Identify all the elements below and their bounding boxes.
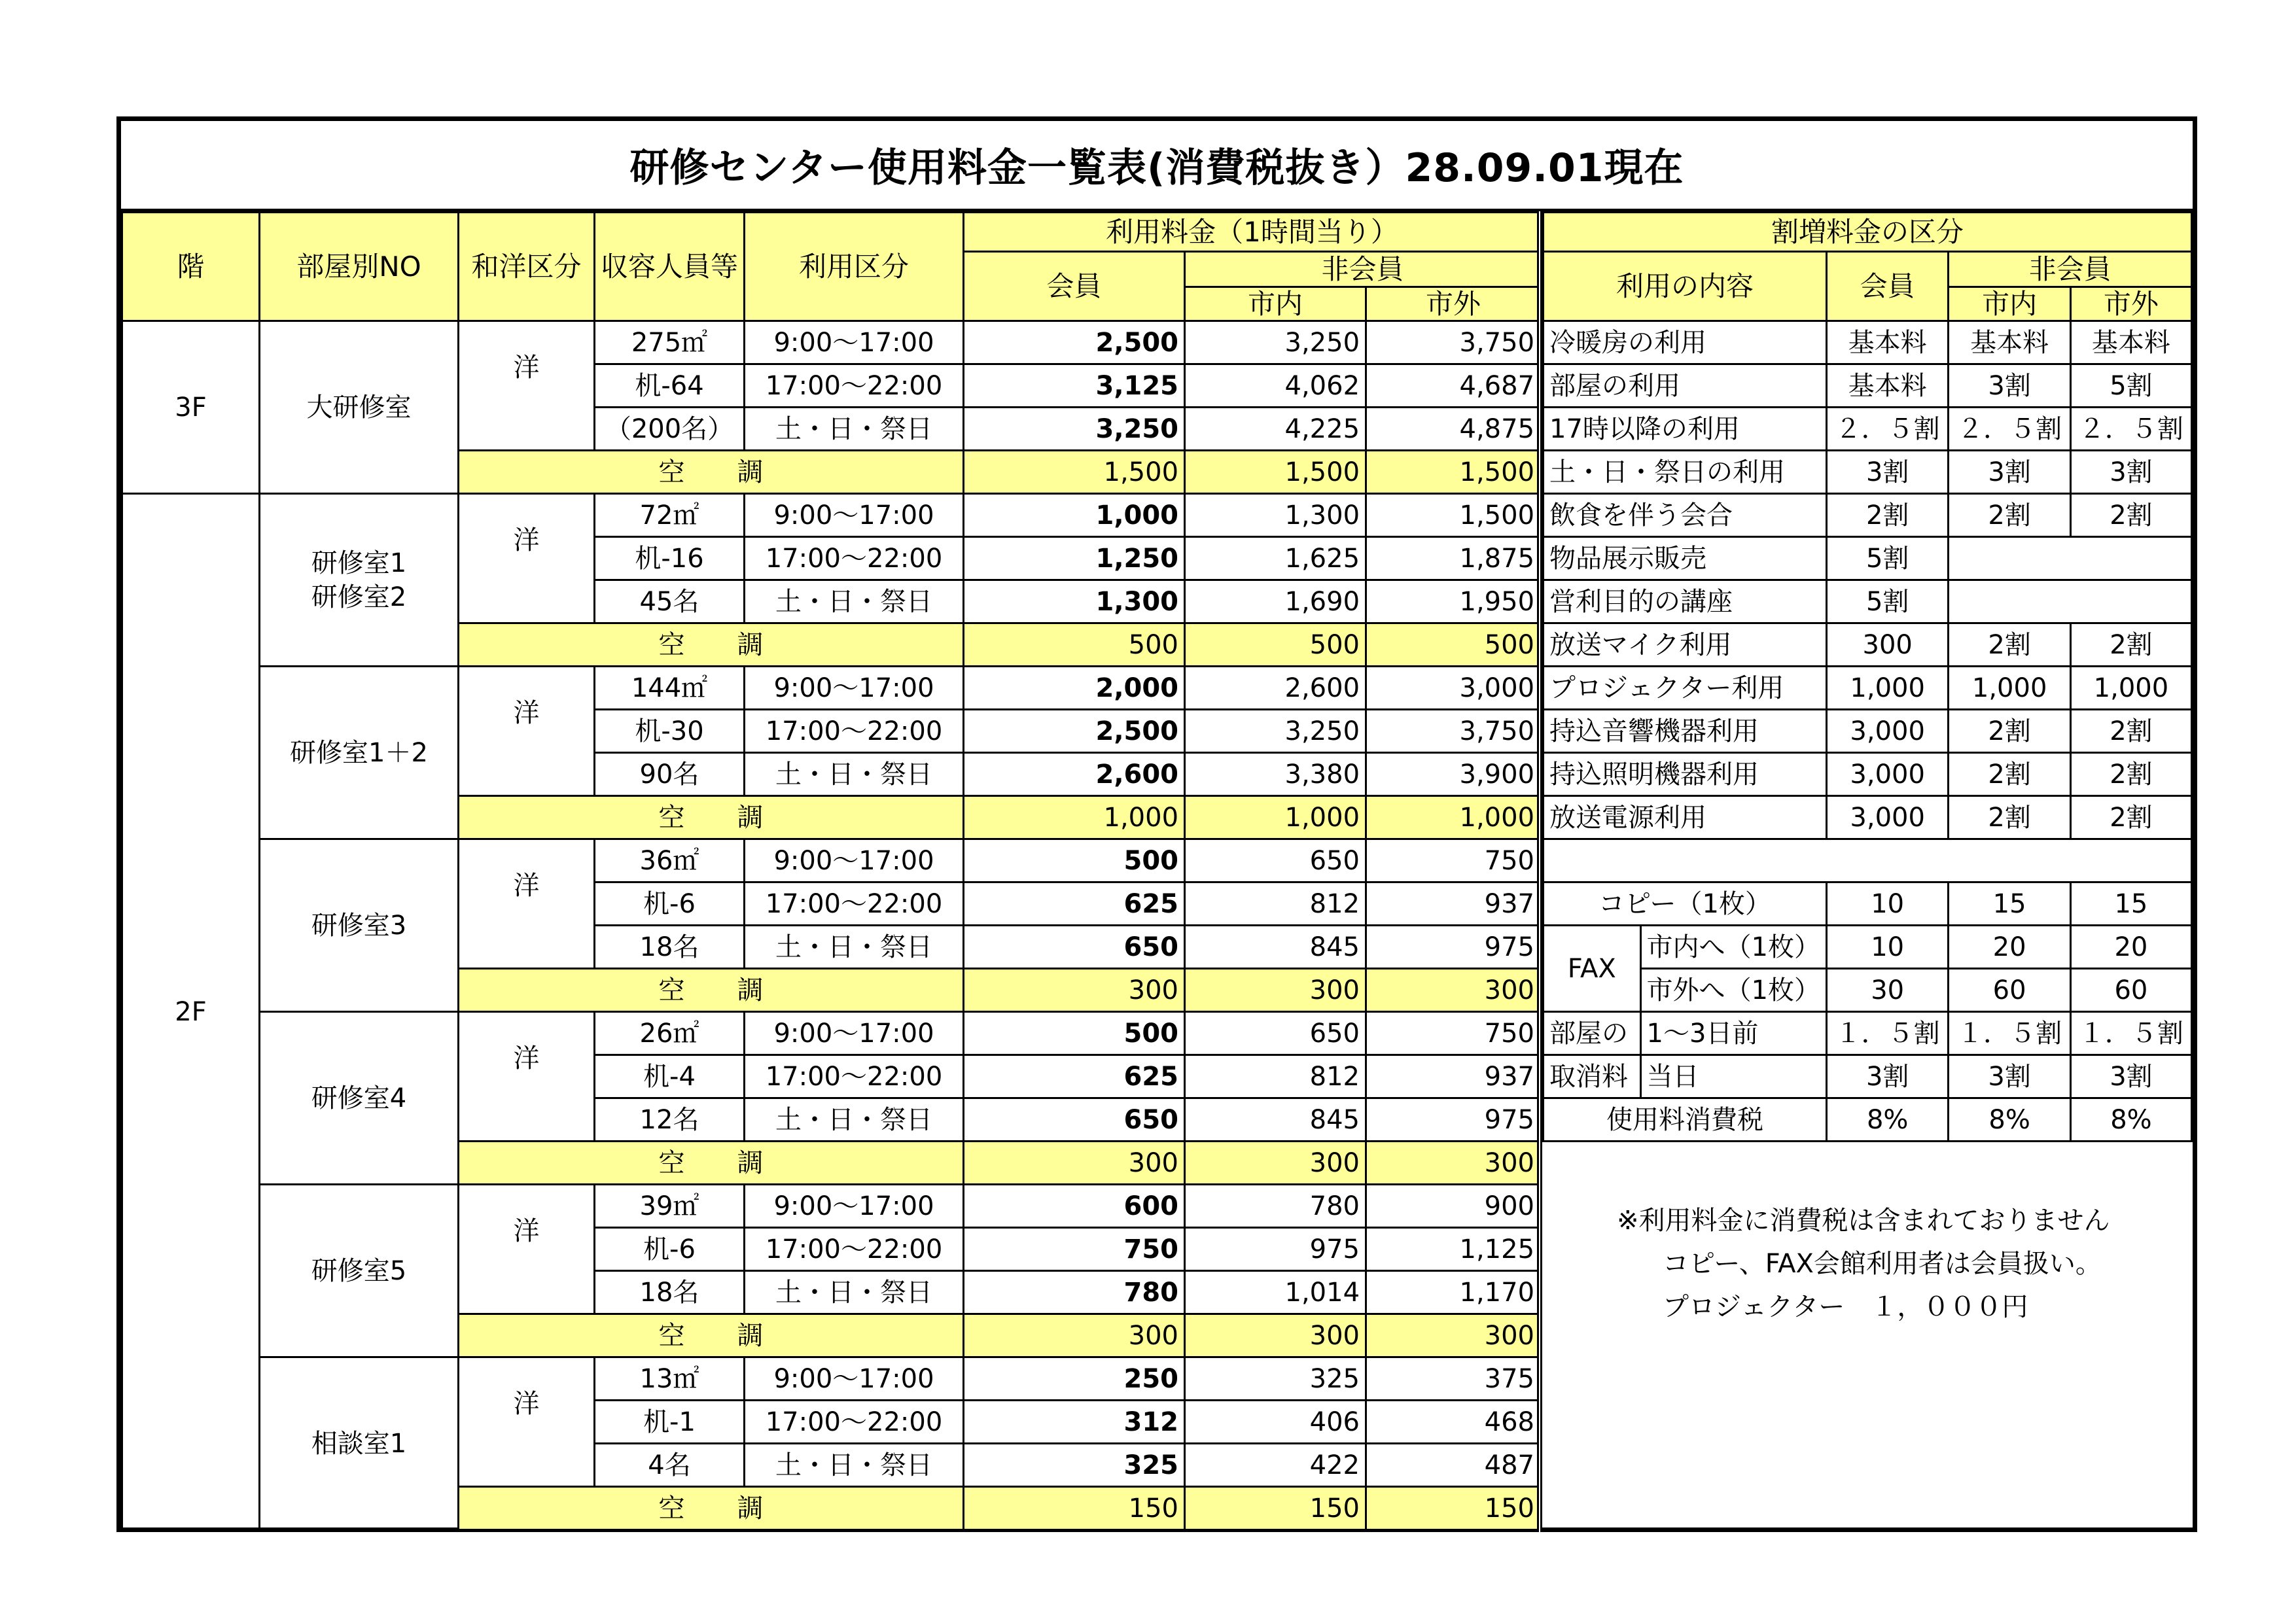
member-fee-cell: 780: [964, 1271, 1185, 1314]
surcharge-city-out-cell: 2割: [2070, 710, 2191, 753]
usage-cell: 9:00～17:00: [745, 1012, 964, 1055]
surcharge-city-out-cell: 2割: [2070, 623, 2191, 667]
capacity-cell: 275㎡: [595, 321, 745, 364]
copy-city-in-cell: 15: [1949, 882, 2070, 926]
city-out-fee-cell: 1,125: [1366, 1228, 1541, 1271]
capacity-cell: 12名: [595, 1098, 745, 1142]
aircon-city-out-cell: 1,000: [1366, 796, 1541, 839]
capacity-cell: 90名: [595, 753, 745, 796]
city-out-fee-cell: 750: [1366, 1012, 1541, 1055]
fax-in-member-cell: 10: [1826, 926, 1948, 969]
note-copy-fax: コピー、FAX会館利用者は会員扱い。: [1663, 1249, 2102, 1279]
fee-header: 利用料金（1時間当り）: [964, 213, 1541, 252]
surcharge-city-out-cell: 2割: [2070, 494, 2191, 537]
notes: [1617, 1199, 2110, 1329]
fax-label: FAX: [1544, 926, 1641, 1012]
surcharge-row: [1544, 623, 2192, 667]
member-fee-cell: 500: [964, 1012, 1185, 1055]
surcharge-city-in-header: 市内: [1949, 287, 2070, 321]
floor-header: 階: [122, 213, 260, 321]
surcharge-city-in-cell: 1,000: [1949, 667, 2070, 710]
member-fee-cell: 2,000: [964, 667, 1185, 710]
capacity-cell: 26㎡: [595, 1012, 745, 1055]
tax-row: [1544, 1098, 2192, 1142]
cancel-row: [1544, 1012, 2192, 1055]
room-name: 大研修室: [306, 392, 412, 423]
city-out-fee-cell: 975: [1366, 1098, 1541, 1142]
city-in-fee-cell: 650: [1185, 1012, 1366, 1055]
usage-cell: 土・日・祭日: [745, 753, 964, 796]
surcharge-row: [1544, 451, 2192, 494]
fax-city-out-label: 市外へ（1枚）: [1640, 969, 1826, 1012]
usage-cell: 土・日・祭日: [745, 1271, 964, 1314]
aircon-label: 空 調: [459, 451, 964, 494]
usage-cell: 17:00～22:00: [745, 537, 964, 580]
room-name-cell: [260, 667, 459, 839]
city-out-fee-cell: 3,900: [1366, 753, 1541, 796]
usage-cell: 9:00～17:00: [745, 1185, 964, 1228]
member-fee-cell: 1,250: [964, 537, 1185, 580]
usage-cell: 土・日・祭日: [745, 580, 964, 623]
capacity-header: 収容人員等: [595, 213, 745, 321]
surcharge-city-in-cell: 3割: [1949, 364, 2070, 408]
surcharge-row: [1544, 408, 2192, 451]
capacity-cell: 39㎡: [595, 1185, 745, 1228]
usage-cell: 9:00～17:00: [745, 321, 964, 364]
surcharge-table: [1542, 211, 2193, 1142]
style-cell: 洋: [459, 1185, 595, 1314]
usage-cell: 9:00～17:00: [745, 839, 964, 882]
fax-out-city-in-cell: 60: [1949, 969, 2070, 1012]
usage-cell: 17:00～22:00: [745, 1401, 964, 1444]
usage-cell: 17:00～22:00: [745, 364, 964, 408]
usage-cell: 9:00～17:00: [745, 1357, 964, 1401]
nonmember-header: 非会員: [1185, 252, 1541, 287]
city-out-fee-cell: 375: [1366, 1357, 1541, 1401]
surcharge-label: 冷暖房の利用: [1544, 321, 1827, 364]
city-out-fee-cell: 1,875: [1366, 537, 1541, 580]
city-out-fee-cell: 3,000: [1366, 667, 1541, 710]
aircon-city-out-cell: 300: [1366, 1314, 1541, 1357]
surcharge-city-out-cell: 3割: [2070, 451, 2191, 494]
city-in-fee-cell: 422: [1185, 1444, 1366, 1487]
capacity-cell: （200名）: [595, 408, 745, 451]
city-in-fee-cell: 406: [1185, 1401, 1366, 1444]
cancel-before-member-cell: １．５割: [1826, 1012, 1948, 1055]
member-header: 会員: [964, 252, 1185, 321]
surcharge-label: 放送電源利用: [1544, 796, 1827, 839]
room-name: 研修室5: [311, 1255, 407, 1286]
content-header: 利用の内容: [1544, 252, 1827, 321]
member-fee-cell: 2,500: [964, 321, 1185, 364]
fax-in-city-in-cell: 20: [1949, 926, 2070, 969]
fax-out-city-out-cell: 60: [2070, 969, 2191, 1012]
member-fee-cell: 625: [964, 882, 1185, 926]
city-out-fee-cell: 468: [1366, 1401, 1541, 1444]
city-in-fee-cell: 812: [1185, 1055, 1366, 1098]
capacity-cell: 4名: [595, 1444, 745, 1487]
surcharge-label: 部屋の利用: [1544, 364, 1827, 408]
style-cell: 洋: [459, 667, 595, 796]
capacity-cell: 机-6: [595, 882, 745, 926]
capacity-cell: 机-16: [595, 537, 745, 580]
surcharge-empty-cell: [1949, 580, 2192, 623]
city-in-fee-cell: 2,600: [1185, 667, 1366, 710]
city-out-fee-cell: 1,500: [1366, 494, 1541, 537]
surcharge-label: 持込照明機器利用: [1544, 753, 1827, 796]
cancel-today-city-out-cell: 3割: [2070, 1055, 2191, 1098]
fax-in-city-out-cell: 20: [2070, 926, 2191, 969]
member-fee-cell: 3,250: [964, 408, 1185, 451]
usage-cell: 17:00～22:00: [745, 710, 964, 753]
aircon-city-in-cell: 300: [1185, 1314, 1366, 1357]
surcharge-city-out-cell: 5割: [2070, 364, 2191, 408]
usage-cell: 土・日・祭日: [745, 408, 964, 451]
member-fee-cell: 1,300: [964, 580, 1185, 623]
city-out-fee-cell: 3,750: [1366, 321, 1541, 364]
surcharge-member-cell: 300: [1826, 623, 1948, 667]
style-cell: 洋: [459, 1012, 595, 1142]
city-out-fee-cell: 3,750: [1366, 710, 1541, 753]
fax-row: [1544, 969, 2192, 1012]
note-projector: プロジェクター １，０００円: [1663, 1292, 2028, 1322]
city-in-header: 市内: [1185, 287, 1366, 321]
room-name: 研修室1＋2: [290, 737, 428, 768]
cancel-before-label: 1～3日前: [1640, 1012, 1826, 1055]
city-in-fee-cell: 1,300: [1185, 494, 1366, 537]
fee-row: [122, 839, 1541, 882]
member-fee-cell: 2,600: [964, 753, 1185, 796]
surcharge-city-in-cell: 2割: [1949, 710, 2070, 753]
room-name: 研修室4: [311, 1083, 407, 1113]
copy-city-out-cell: 15: [2070, 882, 2191, 926]
capacity-cell: 144㎡: [595, 667, 745, 710]
blank-row: [1544, 839, 2192, 882]
aircon-city-in-cell: 150: [1185, 1487, 1366, 1530]
style-cell: 洋: [459, 839, 595, 969]
surcharge-member-cell: 基本料: [1826, 321, 1948, 364]
aircon-member-cell: 300: [964, 1314, 1185, 1357]
surcharge-city-in-cell: 2割: [1949, 796, 2070, 839]
aircon-member-cell: 1,000: [964, 796, 1185, 839]
note-tax: ※利用料金に消費税は含まれておりません: [1617, 1206, 2110, 1236]
surcharge-city-in-cell: 2割: [1949, 753, 2070, 796]
member-fee-cell: 750: [964, 1228, 1185, 1271]
fee-schedule-sheet: [116, 116, 2197, 1532]
aircon-member-cell: 1,500: [964, 451, 1185, 494]
aircon-label: 空 調: [459, 623, 964, 667]
surcharge-label: プロジェクター利用: [1544, 667, 1827, 710]
tax-city-out-cell: 8%: [2070, 1098, 2191, 1142]
surcharge-city-in-cell: 3割: [1949, 451, 2070, 494]
surcharge-row: [1544, 753, 2192, 796]
aircon-city-in-cell: 300: [1185, 1142, 1366, 1185]
fee-row: [122, 1357, 1541, 1401]
city-out-fee-cell: 4,875: [1366, 408, 1541, 451]
room-name: 研修室3: [311, 910, 407, 941]
surcharge-member-cell: 5割: [1826, 580, 1948, 623]
floor-cell: 2F: [122, 494, 260, 1530]
surcharge-member-cell: 3,000: [1826, 710, 1948, 753]
cancel-label-1: 部屋の: [1544, 1012, 1641, 1055]
member-fee-cell: 500: [964, 839, 1185, 882]
room-name-cell: [260, 494, 459, 667]
copy-label: コピー（1枚）: [1544, 882, 1827, 926]
aircon-label: 空 調: [459, 796, 964, 839]
usage-cell: 9:00～17:00: [745, 494, 964, 537]
cancel-row: [1544, 1055, 2192, 1098]
city-in-fee-cell: 3,250: [1185, 710, 1366, 753]
table-divider: [1537, 211, 1542, 1532]
city-in-fee-cell: 1,625: [1185, 537, 1366, 580]
member-fee-cell: 2,500: [964, 710, 1185, 753]
surcharge-label: 土・日・祭日の利用: [1544, 451, 1827, 494]
city-in-fee-cell: 812: [1185, 882, 1366, 926]
surcharge-member-cell: 3割: [1826, 451, 1948, 494]
cancel-today-label: 当日: [1640, 1055, 1826, 1098]
city-in-fee-cell: 650: [1185, 839, 1366, 882]
surcharge-member-cell: 5割: [1826, 537, 1948, 580]
room-name-cell: [260, 839, 459, 1012]
surcharge-label: 営利目的の講座: [1544, 580, 1827, 623]
city-out-fee-cell: 750: [1366, 839, 1541, 882]
surcharge-label: 17時以降の利用: [1544, 408, 1827, 451]
surcharge-row: [1544, 710, 2192, 753]
city-in-fee-cell: 975: [1185, 1228, 1366, 1271]
floor-cell: 3F: [122, 321, 260, 494]
aircon-city-out-cell: 500: [1366, 623, 1541, 667]
city-out-header: 市外: [1366, 287, 1541, 321]
surcharge-row: [1544, 364, 2192, 408]
surcharge-row: [1544, 494, 2192, 537]
city-out-fee-cell: 4,687: [1366, 364, 1541, 408]
aircon-city-in-cell: 500: [1185, 623, 1366, 667]
city-in-fee-cell: 845: [1185, 1098, 1366, 1142]
member-fee-cell: 325: [964, 1444, 1185, 1487]
capacity-cell: 18名: [595, 1271, 745, 1314]
aircon-member-cell: 150: [964, 1487, 1185, 1530]
fee-row: [122, 494, 1541, 537]
surcharge-member-cell: 基本料: [1826, 364, 1948, 408]
surcharge-row: [1544, 321, 2192, 364]
room-name: 研修室1: [311, 548, 407, 578]
surcharge-member-cell: 2割: [1826, 494, 1948, 537]
member-fee-cell: 1,000: [964, 494, 1185, 537]
aircon-member-cell: 300: [964, 1142, 1185, 1185]
surcharge-label: 物品展示販売: [1544, 537, 1827, 580]
surcharge-nonmember-header: 非会員: [1949, 252, 2192, 287]
cancel-before-city-out-cell: １．５割: [2070, 1012, 2191, 1055]
surcharge-member-cell: 3,000: [1826, 796, 1948, 839]
room-name: 相談室1: [311, 1428, 407, 1459]
room-fee-table: [121, 211, 1542, 1531]
fax-row: [1544, 926, 2192, 969]
member-fee-cell: 650: [964, 1098, 1185, 1142]
capacity-cell: 机-30: [595, 710, 745, 753]
surcharge-member-cell: 1,000: [1826, 667, 1948, 710]
blank-row-cell: [1544, 839, 2192, 882]
aircon-member-cell: 500: [964, 623, 1185, 667]
aircon-city-out-cell: 150: [1366, 1487, 1541, 1530]
surcharge-city-out-cell: 2割: [2070, 796, 2191, 839]
surcharge-label: 持込音響機器利用: [1544, 710, 1827, 753]
member-fee-cell: 250: [964, 1357, 1185, 1401]
room-name-cell: [260, 321, 459, 494]
surcharge-row: [1544, 796, 2192, 839]
page-title: 研修センター使用料金一覧表(消費税抜き）28.09.01現在: [121, 121, 2193, 211]
room-name-2: 研修室2: [311, 582, 407, 612]
city-in-fee-cell: 4,225: [1185, 408, 1366, 451]
capacity-cell: 45名: [595, 580, 745, 623]
room-name-cell: [260, 1185, 459, 1357]
city-out-fee-cell: 900: [1366, 1185, 1541, 1228]
city-out-fee-cell: 487: [1366, 1444, 1541, 1487]
surcharge-city-in-cell: ２．５割: [1949, 408, 2070, 451]
surcharge-city-out-cell: 2割: [2070, 753, 2191, 796]
usage-header: 利用区分: [745, 213, 964, 321]
city-out-fee-cell: 1,170: [1366, 1271, 1541, 1314]
capacity-cell: 18名: [595, 926, 745, 969]
city-out-fee-cell: 937: [1366, 1055, 1541, 1098]
surcharge-city-out-cell: 基本料: [2070, 321, 2191, 364]
surcharge-row: [1544, 667, 2192, 710]
aircon-city-in-cell: 1,500: [1185, 451, 1366, 494]
usage-cell: 17:00～22:00: [745, 882, 964, 926]
style-cell: 洋: [459, 321, 595, 451]
fee-row: [122, 321, 1541, 364]
city-out-fee-cell: 975: [1366, 926, 1541, 969]
surcharge-city-in-cell: 基本料: [1949, 321, 2070, 364]
city-in-fee-cell: 4,062: [1185, 364, 1366, 408]
surcharge-city-in-cell: 2割: [1949, 623, 2070, 667]
aircon-city-out-cell: 300: [1366, 1142, 1541, 1185]
capacity-cell: 72㎡: [595, 494, 745, 537]
aircon-label: 空 調: [459, 969, 964, 1012]
usage-cell: 土・日・祭日: [745, 1444, 964, 1487]
city-in-fee-cell: 780: [1185, 1185, 1366, 1228]
usage-cell: 土・日・祭日: [745, 926, 964, 969]
surcharge-row: [1544, 580, 2192, 623]
capacity-cell: 36㎡: [595, 839, 745, 882]
surcharge-city-out-cell: ２．５割: [2070, 408, 2191, 451]
copy-row: [1544, 882, 2192, 926]
fee-row: [122, 667, 1541, 710]
fax-city-in-label: 市内へ（1枚）: [1640, 926, 1826, 969]
usage-cell: 土・日・祭日: [745, 1098, 964, 1142]
surcharge-member-cell: ２．５割: [1826, 408, 1948, 451]
cancel-today-city-in-cell: 3割: [1949, 1055, 2070, 1098]
usage-cell: 9:00～17:00: [745, 667, 964, 710]
cancel-label-2: 取消料: [1544, 1055, 1641, 1098]
capacity-cell: 机-64: [595, 364, 745, 408]
room-name-cell: [260, 1357, 459, 1530]
city-out-fee-cell: 1,950: [1366, 580, 1541, 623]
city-out-fee-cell: 937: [1366, 882, 1541, 926]
member-fee-cell: 650: [964, 926, 1185, 969]
city-in-fee-cell: 325: [1185, 1357, 1366, 1401]
style-header: 和洋区分: [459, 213, 595, 321]
city-in-fee-cell: 1,014: [1185, 1271, 1366, 1314]
surcharge-row: [1544, 537, 2192, 580]
surcharge-member-header: 会員: [1826, 252, 1948, 321]
member-fee-cell: 3,125: [964, 364, 1185, 408]
tax-label: 使用料消費税: [1544, 1098, 1827, 1142]
aircon-city-in-cell: 1,000: [1185, 796, 1366, 839]
city-in-fee-cell: 1,690: [1185, 580, 1366, 623]
surcharge-member-cell: 3,000: [1826, 753, 1948, 796]
tax-member-cell: 8%: [1826, 1098, 1948, 1142]
style-cell: 洋: [459, 494, 595, 623]
city-in-fee-cell: 3,380: [1185, 753, 1366, 796]
city-in-fee-cell: 3,250: [1185, 321, 1366, 364]
city-in-fee-cell: 845: [1185, 926, 1366, 969]
copy-member-cell: 10: [1826, 882, 1948, 926]
surcharge-title: 割増料金の区分: [1544, 213, 2192, 252]
cancel-today-member-cell: 3割: [1826, 1055, 1948, 1098]
usage-cell: 17:00～22:00: [745, 1055, 964, 1098]
capacity-cell: 机-4: [595, 1055, 745, 1098]
member-fee-cell: 600: [964, 1185, 1185, 1228]
surcharge-city-out-cell: 1,000: [2070, 667, 2191, 710]
aircon-city-out-cell: 1,500: [1366, 451, 1541, 494]
room-name-cell: [260, 1012, 459, 1185]
fee-row: [122, 1185, 1541, 1228]
capacity-cell: 机-1: [595, 1401, 745, 1444]
capacity-cell: 机-6: [595, 1228, 745, 1271]
aircon-member-cell: 300: [964, 969, 1185, 1012]
room-header: 部屋別NO: [260, 213, 459, 321]
aircon-label: 空 調: [459, 1314, 964, 1357]
surcharge-label: 飲食を伴う会合: [1544, 494, 1827, 537]
usage-cell: 17:00～22:00: [745, 1228, 964, 1271]
fee-row: [122, 1012, 1541, 1055]
surcharge-city-in-cell: 2割: [1949, 494, 2070, 537]
aircon-label: 空 調: [459, 1487, 964, 1530]
fax-out-member-cell: 30: [1826, 969, 1948, 1012]
surcharge-empty-cell: [1949, 537, 2192, 580]
surcharge-label: 放送マイク利用: [1544, 623, 1827, 667]
capacity-cell: 13㎡: [595, 1357, 745, 1401]
aircon-city-out-cell: 300: [1366, 969, 1541, 1012]
cancel-before-city-in-cell: １．５割: [1949, 1012, 2070, 1055]
style-cell: 洋: [459, 1357, 595, 1487]
member-fee-cell: 312: [964, 1401, 1185, 1444]
aircon-city-in-cell: 300: [1185, 969, 1366, 1012]
surcharge-city-out-header: 市外: [2070, 287, 2191, 321]
aircon-label: 空 調: [459, 1142, 964, 1185]
tax-city-in-cell: 8%: [1949, 1098, 2070, 1142]
member-fee-cell: 625: [964, 1055, 1185, 1098]
